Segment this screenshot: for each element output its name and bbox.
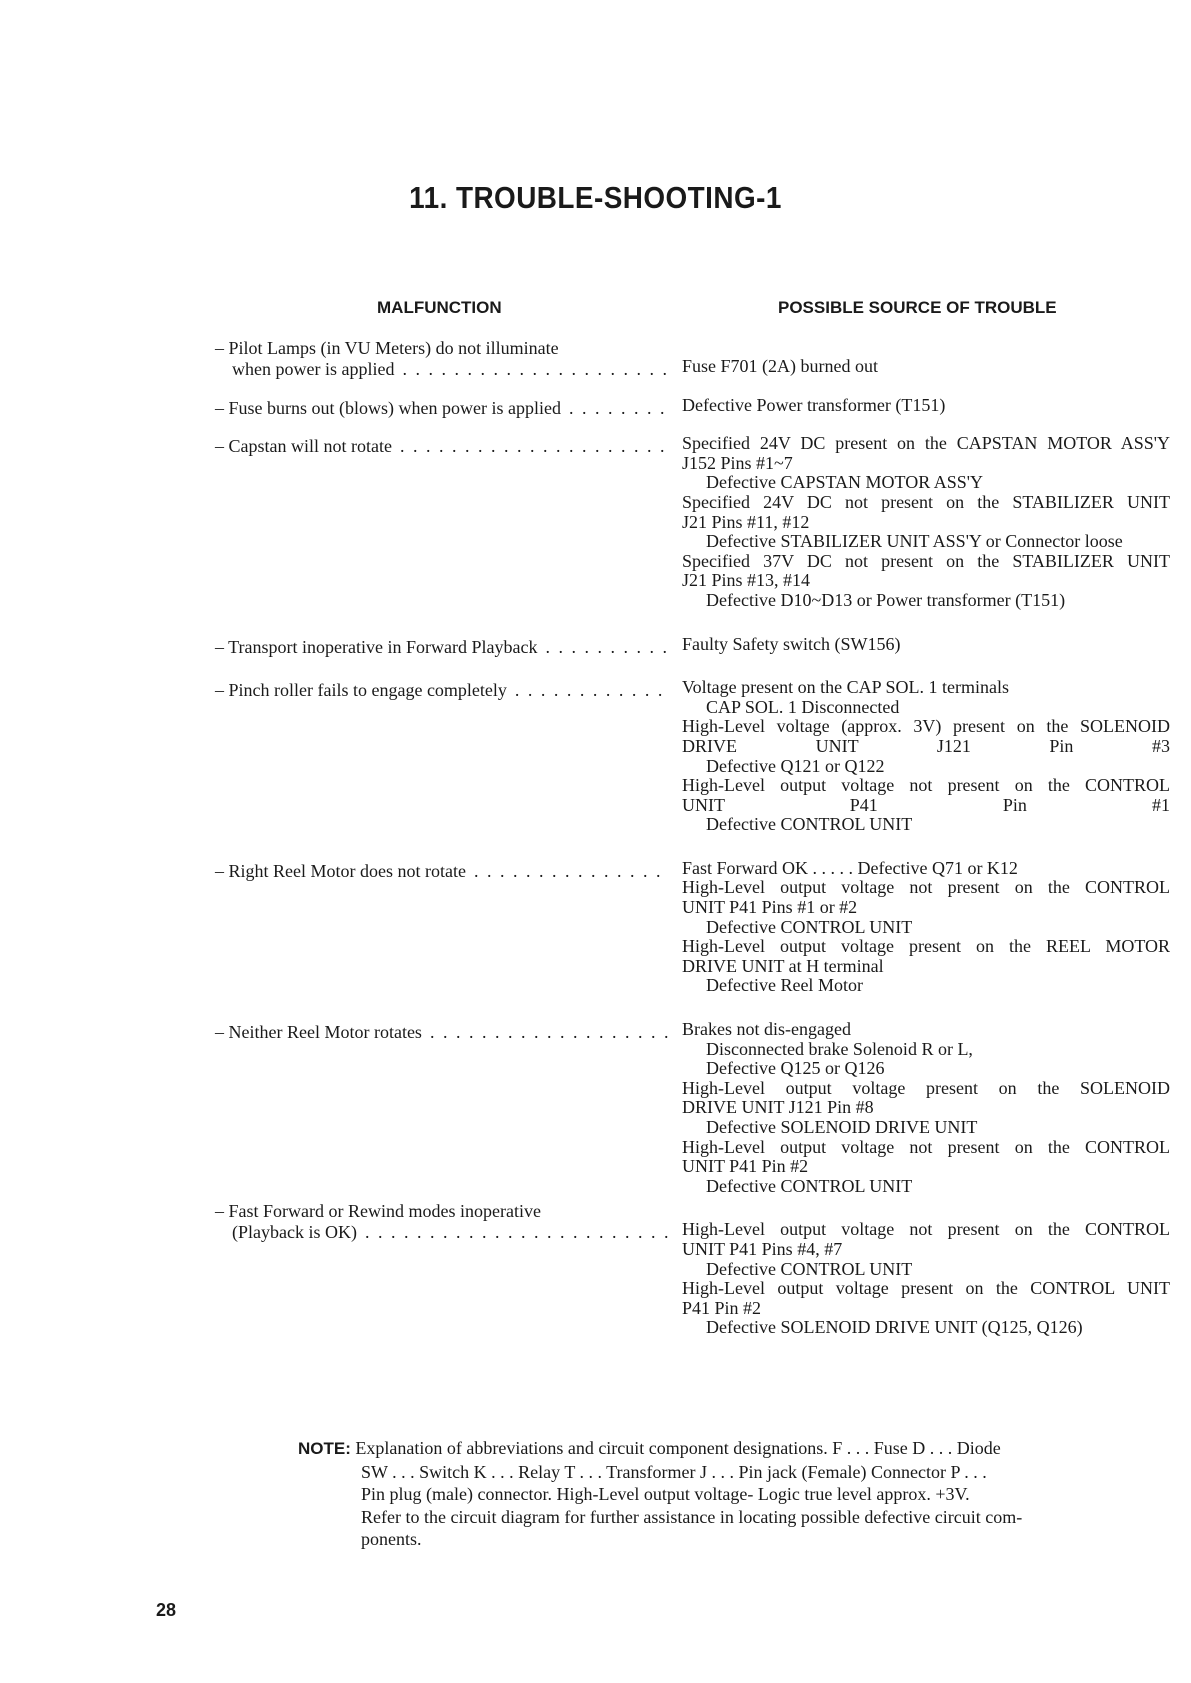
possible-source [682,635,1170,655]
source-line: High-Level output voltage present on the CONTROL UNIT [682,1278,1170,1299]
source-line: UNIT P41 Pin #2 [682,1156,809,1177]
source-line: Defective CONTROL UNIT [706,916,913,937]
possible-source [682,1220,1170,1338]
table-row [215,1020,1170,1196]
malfunction [215,861,670,882]
source-line: Specified 24V DC present on the CAPSTAN MOTOR ASS'Y [682,433,1170,454]
note-label: NOTE: [298,1439,351,1458]
source-line: Defective CAPSTAN MOTOR ASS'Y [706,472,983,493]
source-line: J152 Pins #1~7 [682,452,793,473]
possible-source [682,357,1170,377]
source-line: UNIT P41 Pins #1 or #2 [682,897,858,918]
source-line: High-Level output voltage not present on the CONTROL [682,1219,1170,1240]
source-line: Defective Q121 or Q122 [706,755,885,776]
source-line: DRIVE UNIT at H terminal [682,955,884,976]
source-line: UNIT P41 Pins #4, #7 [682,1238,843,1259]
leader-dots [515,680,670,701]
malfunction-column-header: MALFUNCTION [377,298,502,317]
leader-dots [402,359,670,380]
note-line: ponents. [361,1529,422,1549]
source-line: Disconnected brake Solenoid R or L, [706,1038,973,1059]
source-line: High-Level voltage (approx. 3V) present on the SOLENOID [682,716,1170,737]
malfunction [215,637,670,658]
table-row [215,635,1170,655]
source-line: Specified 37V DC not present on the STABILIZER UNIT [682,550,1170,571]
malfunction-text: – Pinch roller fails to engage completely [215,680,507,701]
source-line: P41 Pin #2 [682,1297,762,1318]
source-line: High-Level output voltage not present on the CONTROL [682,1136,1170,1157]
possible-source [682,859,1170,996]
page-title: 11. TROUBLE-SHOOTING-1 [409,180,782,215]
note-line: Explanation of abbreviations and circuit component designations. F . . . Fuse D . . . Diode [355,1438,1001,1458]
source-line: Fuse F701 (2A) burned out [682,356,878,376]
leader-dots [400,436,670,457]
possible-source [682,1020,1170,1196]
source-line: Defective SOLENOID DRIVE UNIT (Q125, Q126) [706,1317,1083,1338]
malfunction [215,338,670,380]
note-block [298,1437,1080,1551]
source-line: High-Level output voltage present on the SOLENOID [682,1077,1170,1098]
source-line: Defective Power transformer (T151) [682,394,946,415]
malfunction [215,1201,670,1243]
malfunction [215,1022,670,1043]
source-line: DRIVE UNIT J121 Pin #8 [682,1097,874,1118]
possible-source [682,434,1170,610]
table-row [215,338,1170,379]
source-line: Fast Forward OK . . . . . Defective Q71 or K12 [682,857,1018,878]
leader-dots [430,1022,670,1043]
source-column-header: POSSIBLE SOURCE OF TROUBLE [778,298,1057,317]
malfunction-text: – Transport inoperative in Forward Playback [215,636,538,657]
leader-dots [569,398,670,419]
source-line: High-Level output voltage not present on the CONTROL [682,775,1170,796]
malfunction [215,436,670,457]
note-line: SW . . . Switch K . . . Relay T . . . Transformer J . . . Pin jack (Female) Connector P . . . [361,1461,987,1482]
malfunction-text: (Playback is OK) [232,1222,357,1243]
source-line: Defective Q125 or Q126 [706,1058,885,1079]
source-line: Defective CONTROL UNIT [706,1258,913,1279]
source-line: UNIT P41 Pin #1 [682,794,1170,815]
malfunction-text: when power is applied [232,359,395,379]
malfunction-text: – Fast Forward or Rewind modes inoperative [215,1201,541,1222]
source-line: CAP SOL. 1 Disconnected [706,696,900,717]
table-row [215,859,1170,996]
malfunction-text: – Right Reel Motor does not rotate [215,860,466,881]
malfunction [215,398,670,419]
leader-dots [365,1222,670,1243]
source-line: J21 Pins #11, #12 [682,511,810,532]
malfunction-text: – Fuse burns out (blows) when power is applied [215,397,561,418]
source-line: DRIVE UNIT J121 Pin #3 [682,735,1170,756]
source-line: Defective SOLENOID DRIVE UNIT [706,1117,978,1137]
source-line: Defective STABILIZER UNIT ASS'Y or Connector loose [706,531,1123,552]
leader-dots [474,861,670,882]
source-line: Brakes not dis-engaged [682,1019,851,1040]
note-line: Pin plug (male) connector. High-Level output voltage- Logic true level approx. +3V. [361,1484,970,1504]
troubleshooting-table [215,338,1170,1362]
table-row [215,434,1170,610]
table-row [215,396,1170,416]
source-line: Defective CONTROL UNIT [706,1175,913,1196]
source-line: Defective CONTROL UNIT [706,814,913,835]
source-line: Defective Reel Motor [706,975,863,996]
source-line: J21 Pins #13, #14 [682,570,811,591]
source-line: Defective D10~D13 or Power transformer (T151) [706,589,1066,610]
source-line: Faulty Safety switch (SW156) [682,633,901,654]
malfunction [215,680,670,701]
malfunction-text: – Pilot Lamps (in VU Meters) do not illuminate [215,338,559,358]
leader-dots [545,637,670,658]
page-number: 28 [156,1600,177,1620]
source-line: High-Level output voltage not present on the CONTROL [682,877,1170,898]
table-row [215,1201,1170,1338]
source-line: High-Level output voltage present on the REEL MOTOR [682,936,1170,957]
source-line: Specified 24V DC not present on the STABILIZER UNIT [682,491,1170,512]
possible-source [682,678,1170,835]
malfunction-text: – Neither Reel Motor rotates [215,1022,422,1043]
malfunction-text: – Capstan will not rotate [215,436,392,457]
possible-source [682,396,1170,416]
source-line: Voltage present on the CAP SOL. 1 terminals [682,677,1009,698]
table-row [215,678,1170,835]
note-line: Refer to the circuit diagram for further assistance in locating possible defective circuit com- [361,1506,1023,1527]
